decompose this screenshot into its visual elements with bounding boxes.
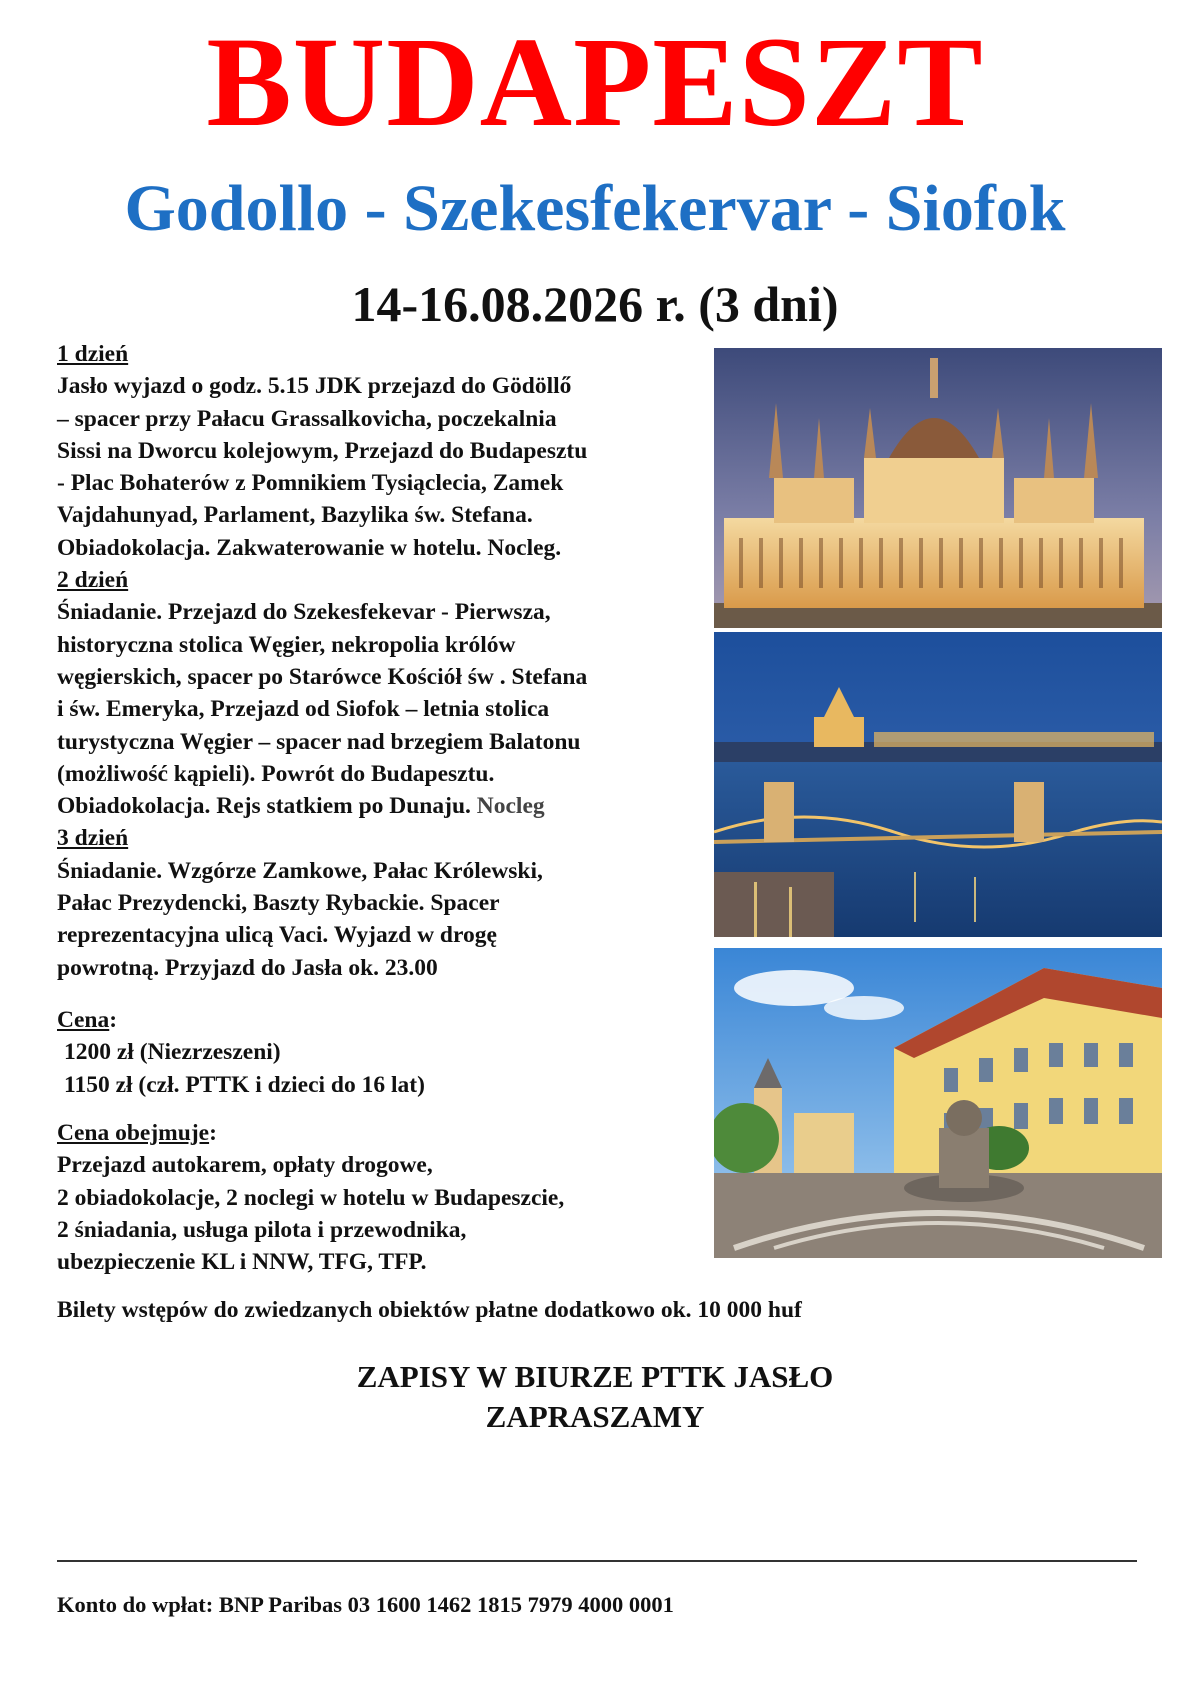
day-1-line: Sissi na Dworcu kolejowym, Przejazd do Budapesztu: [57, 437, 588, 464]
includes-line: ubezpieczenie KL i NNW, TFG, TFP.: [57, 1249, 427, 1276]
day-2-label: 2 dzień: [57, 567, 129, 594]
extra-fees-note: Bilety wstępów do zwiedzanych obiektów płatne dodatkowo ok. 10 000 huf: [57, 1297, 802, 1323]
day-3-line: reprezentacyjna ulicą Vaci. Wyjazd w drogę: [57, 922, 497, 949]
day-2-line: i św. Emeryka, Przejazd od Siofok – letnia stolica: [57, 696, 550, 723]
parliament-photo: [714, 348, 1162, 628]
invite-line: ZAPRASZAMY: [485, 1399, 705, 1434]
day-2-line: historyczna stolica Węgier, nekropolia królów: [57, 631, 516, 658]
program-section: [57, 338, 707, 984]
includes-line: 2 obiadokolacje, 2 noclegi w hotelu w Budapeszcie,: [57, 1184, 565, 1211]
includes-colon: :: [209, 1120, 217, 1146]
includes-line: 2 śniadania, usługa pilota i przewodnika,: [57, 1216, 467, 1243]
day-3-line: Pałac Prezydencki, Baszty Rybackie. Spacer: [57, 890, 500, 917]
day-2-line: turystyczna Węgier – spacer nad brzegiem Balatonu: [57, 728, 581, 755]
day-2-last-line: Obiadokolacja. Rejs statkiem po Dunaju.: [57, 793, 471, 820]
day-1-line: – spacer przy Pałacu Grassalkovicha, poczekalnia: [57, 405, 557, 432]
day-2-line: (możliwość kąpieli). Powrót do Budapesztu.: [57, 760, 495, 787]
day-1-line: Vajdahunyad, Parlament, Bazylika św. Stefana.: [57, 502, 533, 529]
signup-section: [0, 1357, 1190, 1437]
price-item: 1150 zł (czł. PTTK i dzieci do 16 lat): [64, 1071, 425, 1098]
includes-section: [57, 1117, 707, 1278]
day-2-line: [57, 790, 707, 822]
day-3-line: powrotną. Przyjazd do Jasła ok. 23.00: [57, 954, 438, 981]
chain-bridge-photo: [714, 632, 1162, 937]
page-title: BUDAPESZT: [206, 11, 984, 153]
price-section: [57, 1004, 707, 1101]
day-1-line: Jasło wyjazd o godz. 5.15 JDK przejazd do Gödöllő: [57, 373, 572, 400]
footer-divider: [57, 1560, 1137, 1562]
includes-label: Cena obejmuje: [57, 1120, 210, 1146]
day-2-line: węgierskich, spacer po Starówce Kościół św . Stefana: [57, 663, 588, 690]
day-1-line: Obiadokolacja. Zakwaterowanie w hotelu. Nocleg.: [57, 534, 562, 561]
day-2-last-line-tail: Nocleg: [470, 793, 545, 820]
price-item: 1200 zł (Niezrzeszeni): [64, 1039, 281, 1066]
trip-dates: 14-16.08.2026 r. (3 dni): [351, 276, 839, 332]
day-2-line: Śniadanie. Przejazd do Szekesfekevar - Pierwsza,: [57, 599, 551, 626]
price-colon: :: [109, 1007, 118, 1033]
route-subtitle: Godollo - Szekesfekervar - Siofok: [124, 172, 1066, 245]
includes-line: Przejazd autokarem, opłaty drogowe,: [57, 1152, 433, 1179]
price-label: Cena: [57, 1007, 110, 1033]
szekesfehervar-square-photo: [714, 948, 1162, 1258]
signup-line: ZAPISY W BIURZE PTTK JASŁO: [356, 1359, 834, 1394]
day-1-line: - Plac Bohaterów z Pomnikiem Tysiąclecia, Zamek: [57, 470, 564, 497]
bank-account: Konto do wpłat: BNP Paribas 03 1600 1462 1815 7979 4000 0001: [57, 1592, 674, 1617]
day-1-label: 1 dzień: [57, 341, 129, 367]
day-3-label: 3 dzień: [57, 825, 129, 852]
day-3-line: Śniadanie. Wzgórze Zamkowe, Pałac Królewski,: [57, 857, 543, 884]
